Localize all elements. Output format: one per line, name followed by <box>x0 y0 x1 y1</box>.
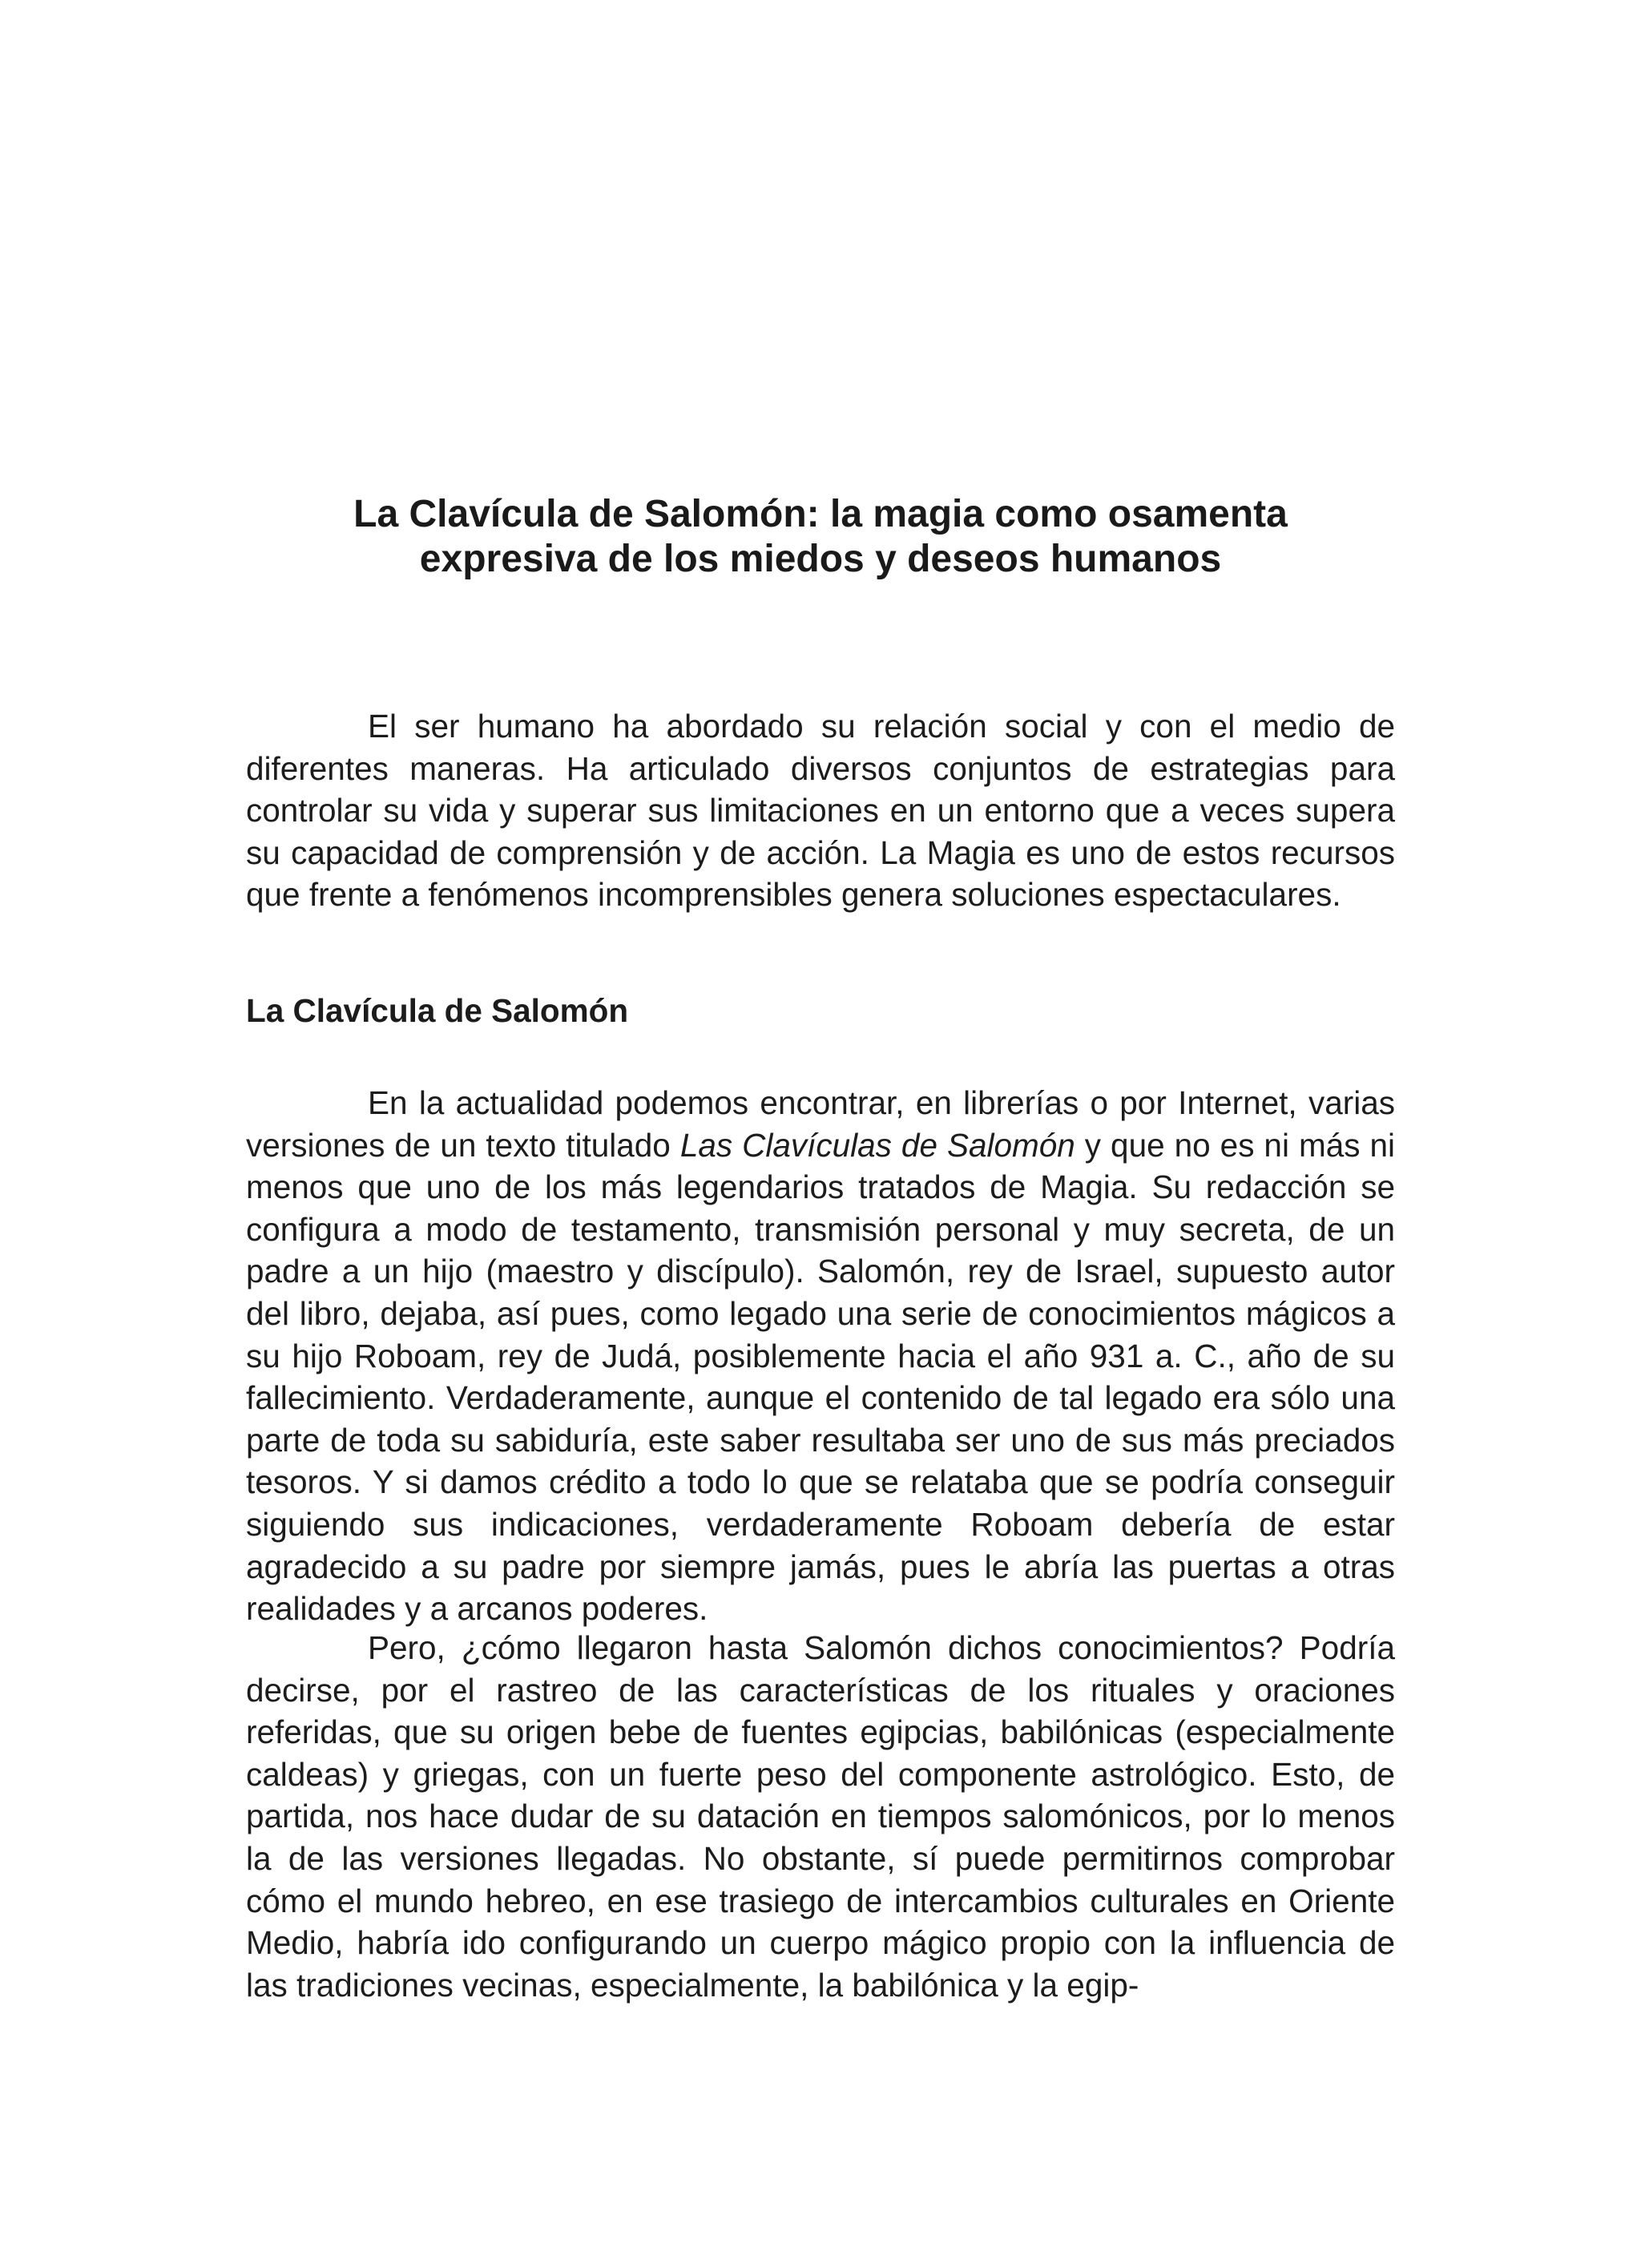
title-line-2: expresiva de los miedos y deseos humanos <box>419 538 1222 580</box>
body-paragraph-2 <box>246 1082 1395 1630</box>
paragraph-2-text-a: En la actualidad podemos encontrar, en librerías o por Internet, varias versiones de un texto titulado <box>246 1084 1395 1164</box>
title-line-1: La Clavícula de Salomón: la magia como osamenta <box>353 493 1288 535</box>
book-title-italic: Las Clavículas de Salomón <box>679 1126 1075 1164</box>
page-title <box>240 492 1401 582</box>
intro-paragraph: El ser humano ha abordado su relación social y con el medio de diferentes maneras. Ha articulado diversos conjuntos de estrategias para controlar su vida y superar sus limitaciones en un entorno que a veces supera su capacidad de comprensión y de acción. La Magia es uno de estos recursos que frente a fenómenos incomprensibles genera soluciones espectaculares. <box>246 708 1395 914</box>
body-paragraph-3: Pero, ¿cómo llegaron hasta Salomón dichos conocimientos? Podría decirse, por el rastreo de las características de los rituales y oraciones referidas, que su origen bebe de fuentes egipcias, babilónicas (especialmente caldeas) y griegas, con un fuerte peso del componente astrológico. Esto, de partida, nos hace dudar de su datación en tiempos salomónicos, por lo menos la de las versiones llegadas. No obstante, sí puede permitirnos comprobar cómo el mundo hebreo, en ese trasiego de intercambios culturales en Oriente Medio, habría ido configurando un cuerpo mágico propio con la influencia de las tradiciones vecinas, especialmente, la babilónica y la egip- <box>246 1629 1395 2004</box>
paragraph-2-text-b: y que no es ni más ni menos que uno de los más legendarios tratados de Magia. Su redacción se configura a modo de testamento, transmisión personal y muy secreta, de un padre a un hijo (maestro y discípulo). Salomón, rey de Israel, supuesto autor del libro, dejaba, así pues, como legado una serie de conocimientos mágicos a su hijo Roboam, rey de Judá, posiblemente hacia el año 931 a. C., año de su fallecimiento. Verdaderamente, aunque el contenido de tal legado era sólo una parte de toda su sabiduría, este saber resultaba ser uno de sus más preciados tesoros. Y si damos crédito a todo lo que se relataba que se podría conseguir siguiendo sus indicaciones, verdaderamente Roboam debería de estar agradecido a su padre por siempre jamás, pues le abría las puertas a otras realidades y a arcanos poderes. <box>246 1126 1395 1628</box>
section-heading: La Clavícula de Salomón <box>246 992 629 1029</box>
